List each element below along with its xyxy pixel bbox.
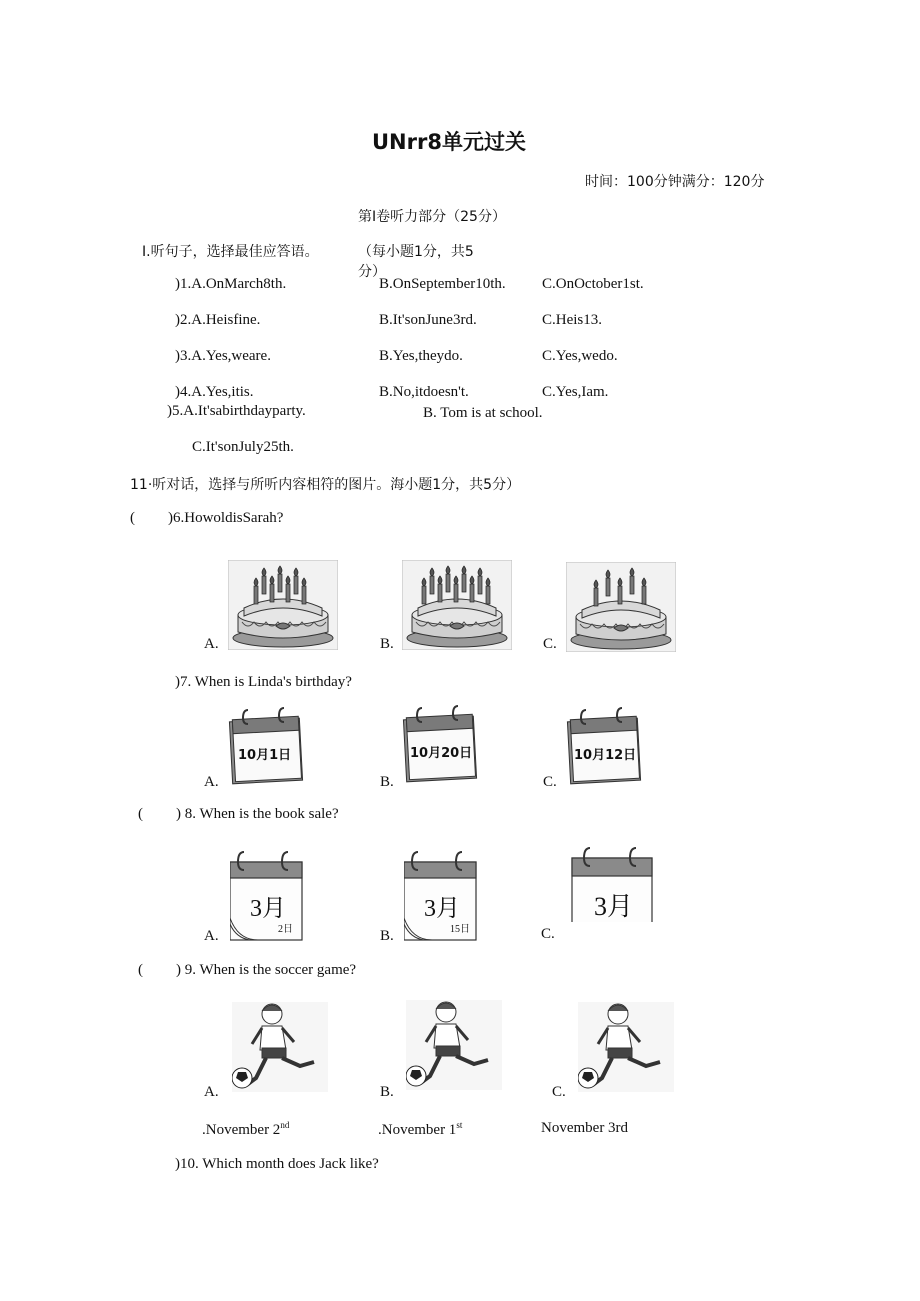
- q8-question: ) 8. When is the book sale?: [176, 806, 339, 822]
- q8-label-a: A.: [204, 928, 219, 944]
- q8-calendar-b-day: 15日: [450, 924, 470, 935]
- q1-option-b: B.OnSeptember10th.: [379, 276, 506, 292]
- q6-cake-b: [402, 560, 512, 650]
- q4-option-b: B.No,itdoesn't.: [379, 384, 469, 400]
- page-title: UNrr8单元过关: [372, 130, 526, 154]
- q9-date-c: November 3rd: [541, 1120, 629, 1136]
- q6-label-c: C.: [543, 636, 557, 652]
- q8-calendar-a-month: 3月: [250, 896, 286, 922]
- q9-date-b-text: .November 1: [378, 1122, 457, 1138]
- section-title: 第Ⅰ卷听力部分（25分）: [358, 209, 506, 225]
- q7-calendar-c: [566, 706, 646, 790]
- q6-cake-c: [566, 562, 676, 652]
- q1-option-c: C.OnOctober1st.: [542, 276, 644, 292]
- q5-option-a: )5.A.It'sabirthdayparty.: [167, 403, 306, 419]
- q9-date-a: [202, 1120, 289, 1139]
- q7-calendar-a: [228, 706, 308, 790]
- q9-label-c: C.: [552, 1084, 566, 1100]
- part1-heading: Ⅰ.听句子，选择最佳应答语。: [142, 244, 319, 260]
- q9-label-a: A.: [204, 1084, 219, 1100]
- q8-label-b: B.: [380, 928, 394, 944]
- q10-question: )10. Which month does Jack like?: [175, 1156, 379, 1172]
- q3-option-c: C.Yes,wedo.: [542, 348, 618, 364]
- q7-label-c: C.: [543, 774, 557, 790]
- q8-calendar-b-month: 3月: [424, 896, 460, 922]
- q3-option-a: )3.A.Yes,weare.: [175, 348, 271, 364]
- part1-score-line2: 分）: [358, 264, 386, 280]
- q5-option-c: C.It'sonJuly25th.: [192, 439, 294, 455]
- q7-label-a: A.: [204, 774, 219, 790]
- q7-calendar-b: [402, 704, 482, 788]
- q9-soccer-b: [406, 1000, 502, 1090]
- q8-label-c: C.: [541, 926, 555, 942]
- q8-calendar-a: [230, 848, 304, 942]
- q9-date-a-suffix: nd: [280, 1120, 290, 1130]
- q2-option-c: C.Heis13.: [542, 312, 602, 328]
- q9-soccer-c: [578, 1002, 674, 1092]
- q3-option-b: B.Yes,theydo.: [379, 348, 463, 364]
- q9-label-b: B.: [380, 1084, 394, 1100]
- q9-date-b-suffix: st: [456, 1120, 463, 1130]
- q7-calendar-a-date: 10月1日: [238, 748, 292, 763]
- q2-option-b: B.It'sonJune3rd.: [379, 312, 477, 328]
- q6-paren: (: [130, 510, 135, 526]
- q9-soccer-a: [232, 1002, 328, 1092]
- q9-date-a-text: .November 2: [202, 1122, 281, 1138]
- q4-option-a: )4.A.Yes,itis.: [175, 384, 254, 400]
- part2-heading: 11·听对话，选择与所听内容相符的图片。海小题1分，共5分）: [130, 477, 521, 493]
- exam-meta: 时间：100分钟满分：120分: [585, 174, 765, 190]
- q6-question: )6.HowoldisSarah?: [168, 510, 284, 526]
- q7-label-b: B.: [380, 774, 394, 790]
- q8-calendar-a-day: 2日: [278, 924, 293, 935]
- q9-date-b: [378, 1120, 462, 1139]
- q7-calendar-c-date: 10月12日: [574, 748, 637, 763]
- part1-score-line1: （每小题1分，共5: [358, 244, 474, 260]
- q2-option-a: )2.A.Heisfine.: [175, 312, 261, 328]
- q5-option-b: B. Tom is at school.: [423, 405, 543, 421]
- q8-calendar-c: [568, 844, 656, 922]
- q8-paren: (: [138, 806, 143, 822]
- q1-option-a: )1.A.OnMarch8th.: [175, 276, 287, 292]
- q6-label-a: A.: [204, 636, 219, 652]
- q9-paren: (: [138, 962, 143, 978]
- q9-question: ) 9. When is the soccer game?: [176, 962, 357, 978]
- q8-calendar-c-month: 3月: [594, 892, 634, 921]
- q6-cake-a: [228, 560, 338, 650]
- q7-calendar-b-date: 10月20日: [410, 746, 473, 761]
- q6-label-b: B.: [380, 636, 394, 652]
- q4-option-c: C.Yes,Iam.: [542, 384, 609, 400]
- q8-calendar-b: [404, 848, 478, 942]
- q7-question: )7. When is Linda's birthday?: [175, 674, 352, 690]
